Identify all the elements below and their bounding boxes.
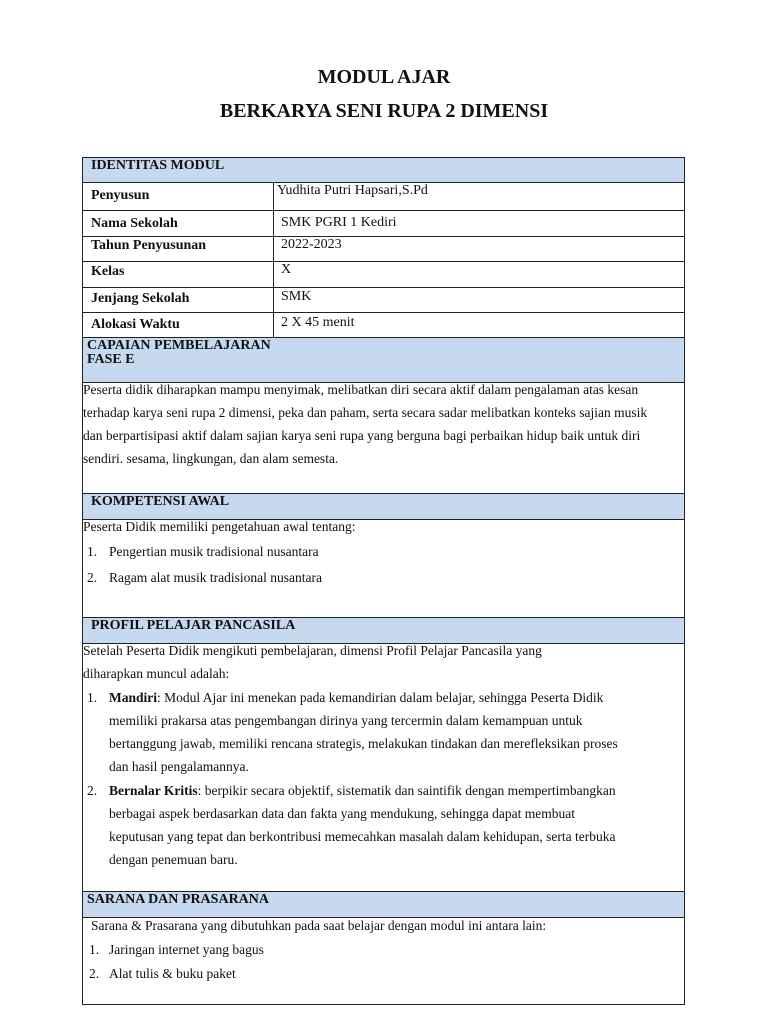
identity-row-nama-sekolah — [83, 211, 684, 237]
identity-value: 2 X 45 menit — [281, 315, 355, 330]
section-header-profil — [83, 617, 684, 644]
list-item-text: : berpikir secara objektif, sistematik dan saintifik dengan mempertimbangkan — [197, 783, 616, 798]
section-header-label: PROFIL PELAJAR PANCASILA — [91, 618, 296, 633]
identity-label: Jenjang Sekolah — [91, 291, 190, 306]
section-header-label: IDENTITAS MODUL — [91, 158, 225, 173]
identity-label: Penyusun — [91, 188, 150, 203]
capaian-text-line: dan berpartisipasi aktif dalam sajian karya seni rupa yang berguna bagi perbaikan hidup baik untuk diri — [83, 428, 641, 443]
list-number: 1. — [87, 544, 98, 559]
identity-value: 2022-2023 — [281, 237, 342, 252]
capaian-text-line: terhadap karya seni rupa 2 dimensi, peka dan paham, serta secara sadar melibatkan konteks sajian musik — [83, 405, 648, 420]
column-divider — [273, 288, 274, 312]
identity-value: Yudhita Putri Hapsari,S.Pd — [277, 183, 428, 198]
section-header-kompetensi — [83, 493, 684, 520]
module-table — [82, 157, 685, 1005]
list-item-line: dengan penemuan baru. — [109, 852, 238, 867]
identity-label: Alokasi Waktu — [91, 317, 180, 332]
list-item-first-line — [109, 690, 603, 706]
list-number: 1. — [87, 690, 98, 705]
identity-row-jenjang — [83, 288, 684, 313]
identity-label: Kelas — [91, 264, 125, 279]
capaian-text-line: sendiri. sesama, lingkungan, dan alam semesta. — [83, 451, 339, 466]
column-divider — [273, 237, 274, 261]
profil-intro-line: Setelah Peserta Didik mengikuti pembelajaran, dimensi Profil Pelajar Pancasila yang — [83, 643, 542, 658]
list-item-line: dan hasil pengalamannya. — [109, 759, 249, 774]
identity-row-penyusun — [83, 183, 684, 211]
column-divider — [273, 183, 274, 210]
section-header-sarana — [83, 891, 684, 918]
section-header-identitas — [83, 157, 684, 183]
list-item-term: Mandiri — [109, 690, 158, 705]
list-item: Alat tulis & buku paket — [109, 966, 236, 981]
identity-value: SMK — [281, 289, 312, 304]
capaian-text-line: Peserta didik diharapkan mampu menyimak, melibatkan diri secara aktif dalam pengalaman atas kesan — [83, 382, 639, 397]
list-item-line: bertanggung jawab, memiliki rencana strategis, melakukan tindakan dan merefleksikan proses — [109, 736, 618, 751]
list-number: 2. — [87, 783, 98, 798]
identity-row-kelas — [83, 262, 684, 288]
profil-intro-line: diharapkan muncul adalah: — [83, 666, 230, 681]
identity-value: X — [281, 262, 292, 277]
list-number: 1. — [89, 942, 100, 957]
list-item: Jaringan internet yang bagus — [109, 942, 264, 957]
section-header-label: KOMPETENSI AWAL — [91, 494, 230, 509]
list-number: 2. — [89, 966, 100, 981]
document-subtitle: BERKARYA SENI RUPA 2 DIMENSI — [219, 100, 549, 122]
list-item: Ragam alat musik tradisional nusantara — [109, 570, 322, 585]
column-divider — [273, 313, 274, 337]
column-divider — [273, 262, 274, 287]
document-title: MODUL AJAR — [317, 66, 451, 88]
list-item-first-line — [109, 783, 616, 799]
list-item-text: : Modul Ajar ini menekan pada kemandirian dalam belajar, sehingga Peserta Didik — [157, 690, 604, 705]
section-header-sublabel: FASE E — [87, 352, 135, 367]
section-header-capaian — [83, 338, 684, 383]
identity-value: SMK PGRI 1 Kediri — [281, 215, 397, 230]
identity-row-alokasi — [83, 313, 684, 338]
kompetensi-intro: Peserta Didik memiliki pengetahuan awal tentang: — [83, 519, 356, 534]
identity-label: Nama Sekolah — [91, 216, 178, 231]
column-divider — [273, 211, 274, 236]
list-item-line: berbagai aspek berdasarkan data dan fakta yang mendukung, sehingga dapat membuat — [109, 806, 575, 821]
identity-row-tahun — [83, 237, 684, 262]
list-item-line: memiliki prakarsa atas pengembangan dirinya yang tercermin dalam kemampuan untuk — [109, 713, 583, 728]
list-item-term: Bernalar Kritis — [109, 783, 198, 798]
list-number: 2. — [87, 570, 98, 585]
identity-label: Tahun Penyusunan — [91, 238, 207, 253]
list-item: Pengertian musik tradisional nusantara — [109, 544, 319, 559]
section-header-label: SARANA DAN PRASARANA — [87, 892, 270, 907]
section-header-label: CAPAIAN PEMBELAJARAN — [87, 338, 271, 353]
sarana-intro: Sarana & Prasarana yang dibutuhkan pada saat belajar dengan modul ini antara lain: — [91, 918, 547, 933]
list-item-line: keputusan yang tepat dan berkontribusi memecahkan masalah dalam kehidupan, serta terbuka — [109, 829, 616, 844]
